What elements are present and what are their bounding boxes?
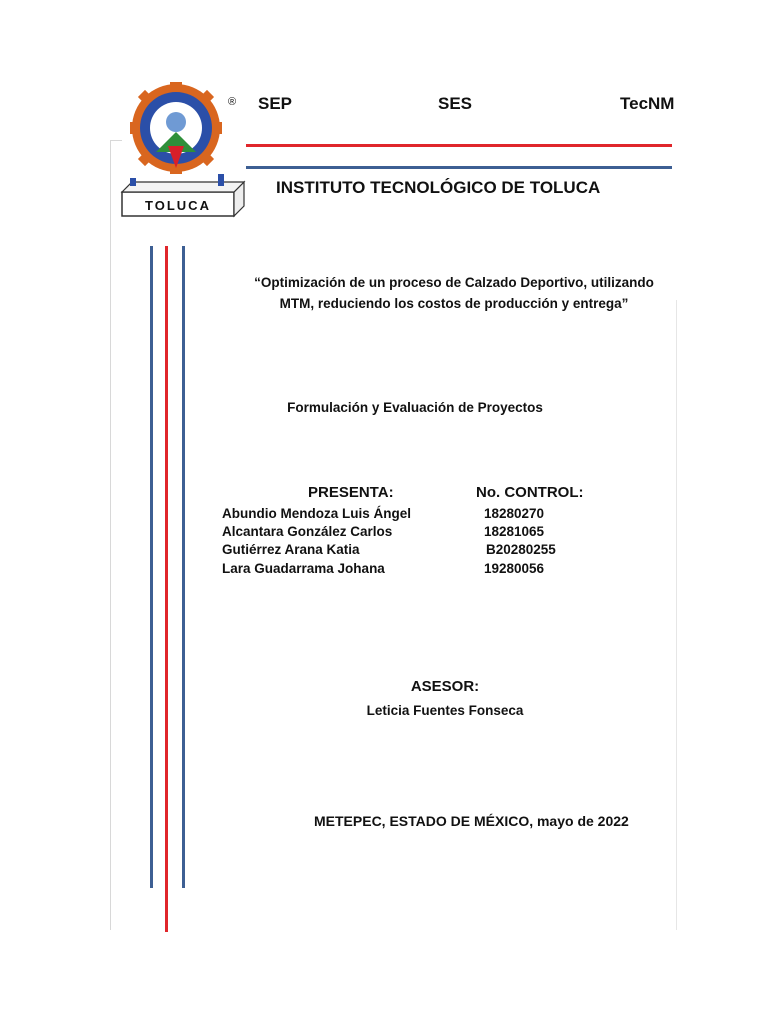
thesis-title-line-1: “Optimización de un proceso de Calzado Deportivo, utilizando xyxy=(254,275,654,290)
student-name: Abundio Mendoza Luis Ángel xyxy=(222,506,411,521)
student-control: 18281065 xyxy=(484,524,545,539)
left-blue-line-2 xyxy=(182,246,185,888)
student-name: Lara Guadarrama Johana xyxy=(222,561,385,576)
page-frame-left xyxy=(110,140,111,930)
header-red-line xyxy=(246,144,672,147)
control-label: No. CONTROL: xyxy=(476,484,584,501)
thesis-title xyxy=(226,272,682,314)
left-red-line xyxy=(165,246,168,932)
header-blue-line xyxy=(246,166,672,169)
presenta-label: PRESENTA: xyxy=(308,484,394,501)
student-control: 19280056 xyxy=(484,561,545,576)
advisor-name: Leticia Fuentes Fonseca xyxy=(366,703,524,718)
subject-title: Formulación y Evaluación de Proyectos xyxy=(287,400,543,415)
left-blue-line-1 xyxy=(150,246,153,888)
student-name: Alcantara González Carlos xyxy=(222,524,393,539)
registered-mark: ® xyxy=(228,96,237,108)
header-ses: SES xyxy=(438,94,473,113)
header-sep: SEP xyxy=(258,94,293,113)
student-name: Gutiérrez Arana Katia xyxy=(222,542,360,557)
thesis-title-line-2: MTM, reduciendo los costos de producción y entrega” xyxy=(279,296,629,311)
institution-title: INSTITUTO TECNOLÓGICO DE TOLUCA xyxy=(276,178,601,197)
header-tecnm: TecNM xyxy=(620,94,675,113)
advisor-label: ASESOR: xyxy=(410,678,480,695)
logo-place: TOLUCA xyxy=(145,198,211,213)
page-frame-right xyxy=(676,300,677,930)
student-control: B20280255 xyxy=(486,542,556,557)
location-date: METEPEC, ESTADO DE MÉXICO, mayo de 2022 xyxy=(314,813,629,829)
student-control: 18280270 xyxy=(484,506,545,521)
